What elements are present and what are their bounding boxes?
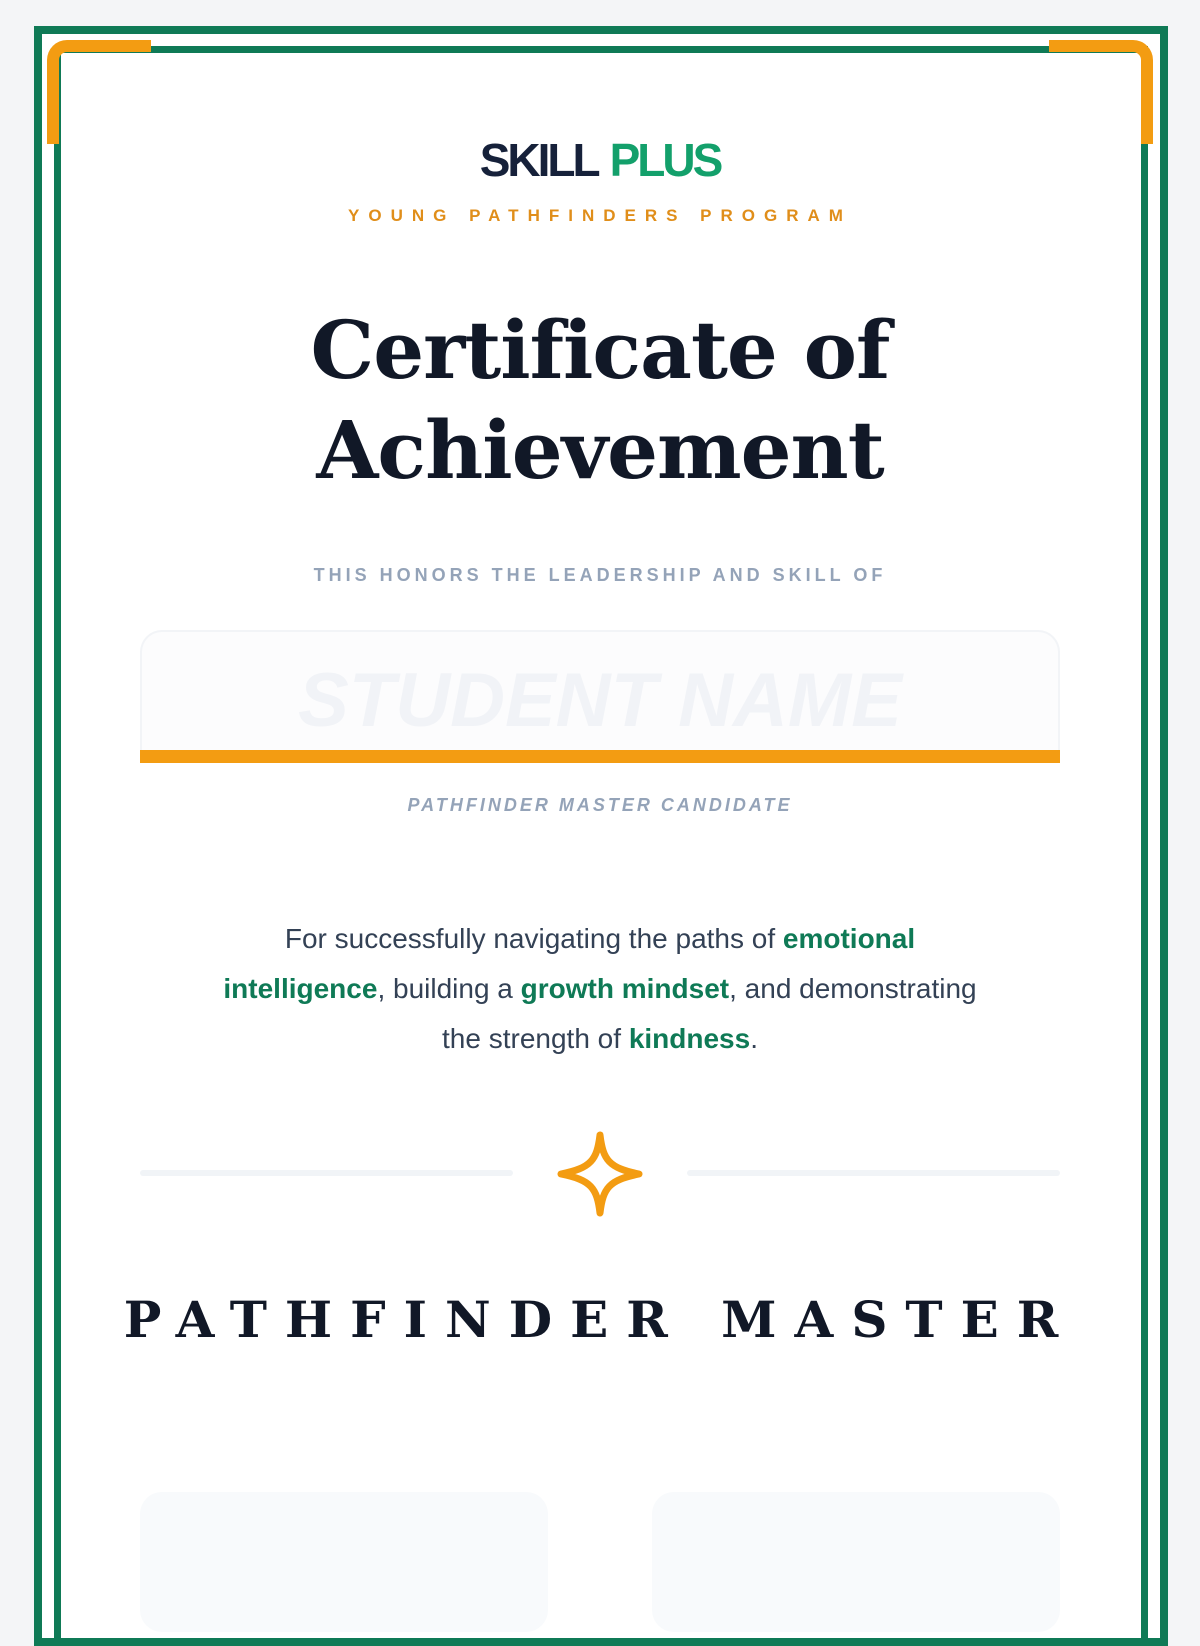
rank-title: PATHFINDER MASTER — [123, 1290, 1077, 1349]
brand-logo — [0, 132, 1200, 188]
statement-text-1: For successfully navigating the paths of — [284, 923, 783, 954]
statement-text-2: , building a — [377, 973, 521, 1004]
statement-highlight-emotional-intelligence: emotional intelligence — [223, 923, 916, 1004]
honors-caption: THIS HONORS THE LEADERSHIP AND SKILL OF — [313, 565, 887, 585]
student-name-field-container — [140, 630, 1060, 752]
candidate-role: PATHFINDER MASTER CANDIDATE — [407, 795, 793, 815]
statement-text-3: , and demonstrating the strength of — [442, 973, 977, 1054]
statement-highlight-kindness: kindness — [628, 1023, 751, 1054]
achievement-statement — [220, 914, 980, 1064]
sparkle-icon — [553, 1127, 647, 1221]
brand-word-plus: PLUS — [609, 134, 721, 186]
statement-text-4: . — [750, 1023, 758, 1054]
signature-card-left — [140, 1492, 548, 1632]
divider-line-right — [687, 1170, 1060, 1176]
brand-word-skill: SKILL — [479, 134, 598, 186]
program-name: YOUNG PATHFINDERS PROGRAM — [348, 206, 852, 225]
student-name-input[interactable] — [142, 660, 1058, 740]
signature-card-right — [652, 1492, 1060, 1632]
statement-highlight-growth-mindset: growth mindset — [520, 973, 730, 1004]
divider-line-left — [140, 1170, 513, 1176]
student-name-underline — [140, 750, 1060, 763]
certificate-title — [0, 300, 1200, 500]
certificate-title-line1: Certificate of — [310, 303, 890, 397]
certificate-title-line2: Achievement — [316, 403, 884, 497]
